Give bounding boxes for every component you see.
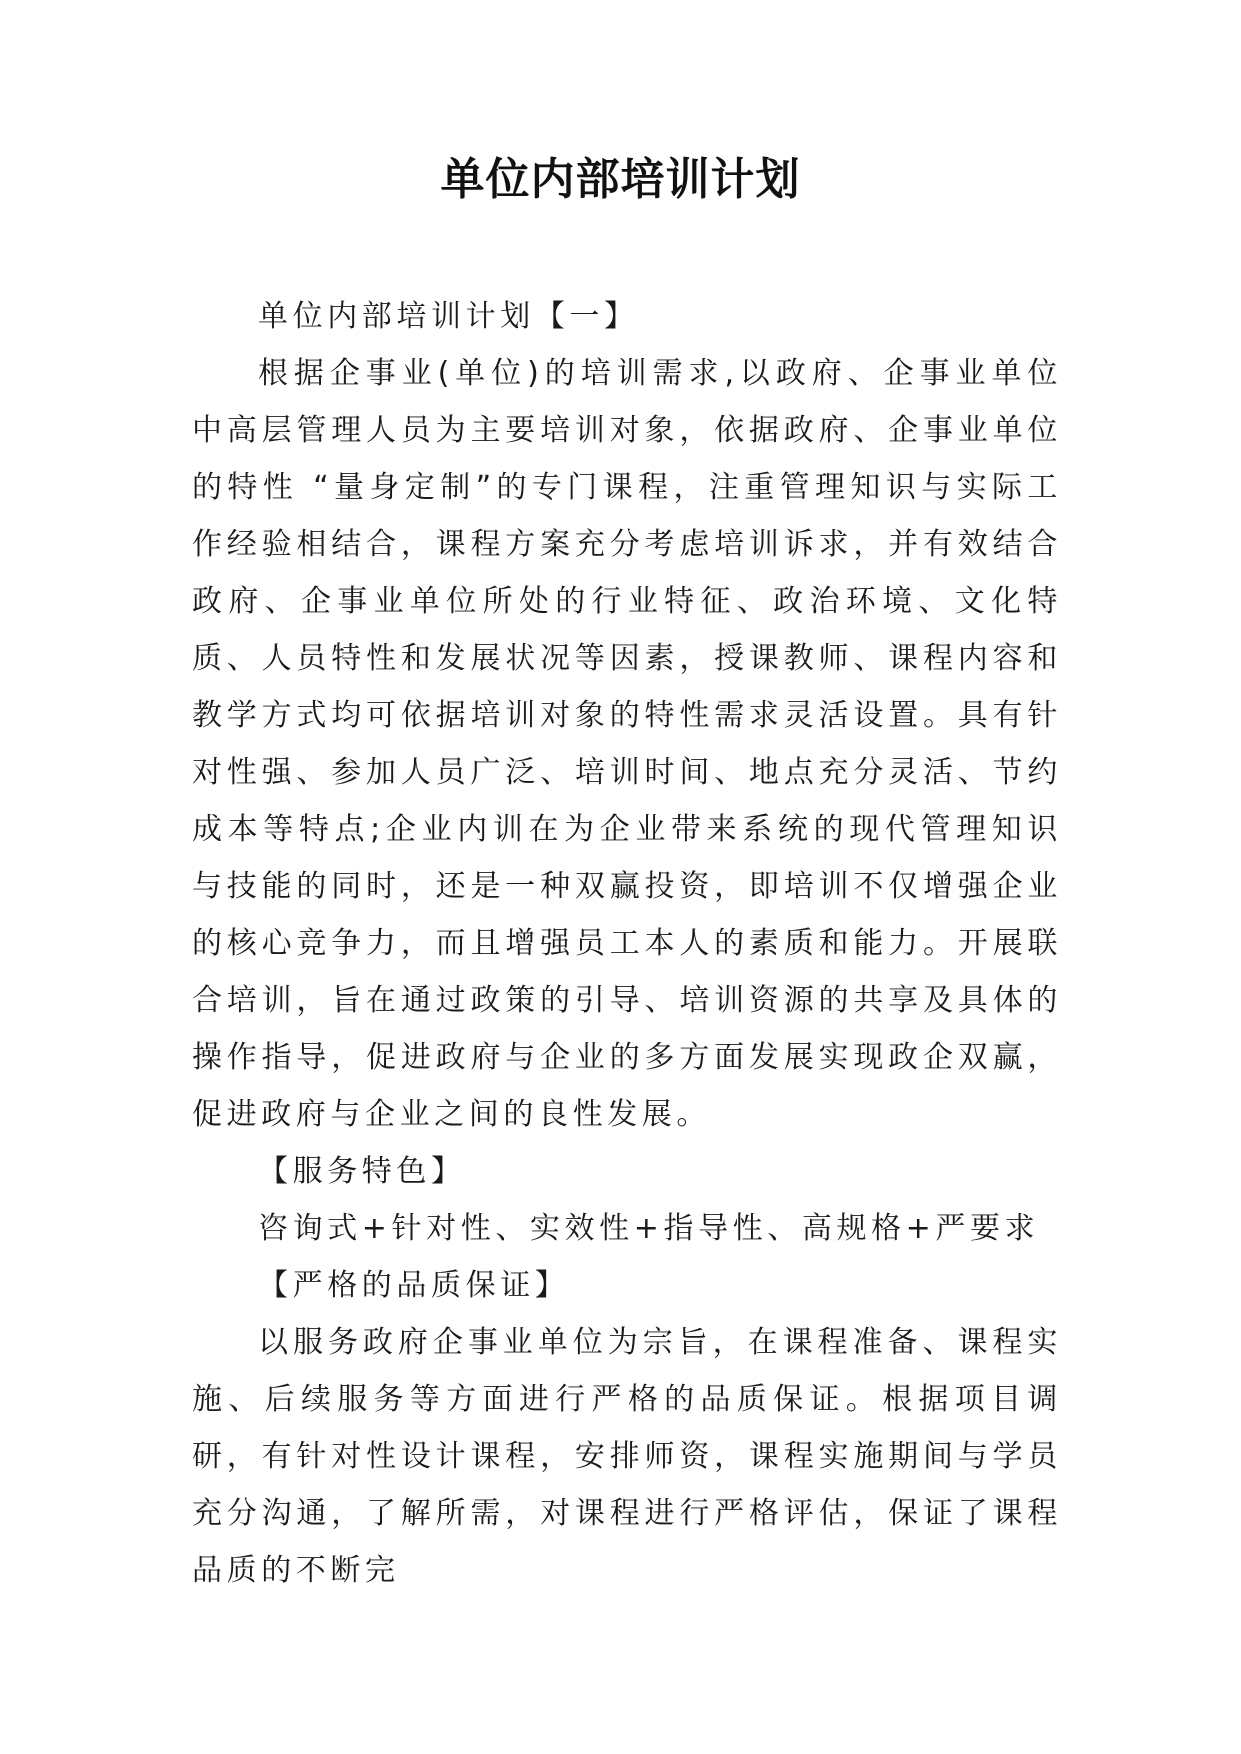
document-title: 单位内部培训计划	[440, 154, 801, 205]
service-line: 咨询式+针对性、实效性+指导性、高规格+严要求	[258, 1211, 1040, 1246]
service-heading: 【服务特色】	[258, 1154, 466, 1189]
document-body	[192, 288, 1062, 1599]
section-heading: 单位内部培训计划【一】	[258, 299, 639, 334]
quality-paragraph: 以服务政府企事业单位为宗旨，在课程准备、课程实施、后续服务等方面进行严格的品质保证。根据项目调研，有针对性设计课程，安排师资，课程实施期间与学员充分沟通，了解所需，对课程进行严格评估，保证了课程品质的不断完	[192, 1325, 1062, 1588]
quality-heading: 【严格的品质保证】	[258, 1268, 570, 1303]
intro-paragraph: 根据企事业(单位)的培训需求,以政府、企事业单位中高层管理人员为主要培训对象，依据政府、企事业单位的特性 “量身定制”的专门课程，注重管理知识与实际工作经验相结合，课程方案充分考虑培训诉求，并有效结合政府、企事业单位所处的行业特征、政治环境、文化特质、人员特性和发展状况等因素，授课教师、课程内容和教学方式均可依据培训对象的特性需求灵活设置。具有针对性强、参加人员广泛、培训时间、地点充分灵活、节约成本等特点;企业内训在为企业带来系统的现代管理知识与技能的同时，还是一种双赢投资，即培训不仅增强企业的核心竞争力，而且增强员工本人的素质和能力。开展联合培训，旨在通过政策的引导、培训资源的共享及具体的操作指导，促进政府与企业的多方面发展实现政企双赢，促进政府与企业之间的良性发展。	[192, 356, 1062, 1132]
